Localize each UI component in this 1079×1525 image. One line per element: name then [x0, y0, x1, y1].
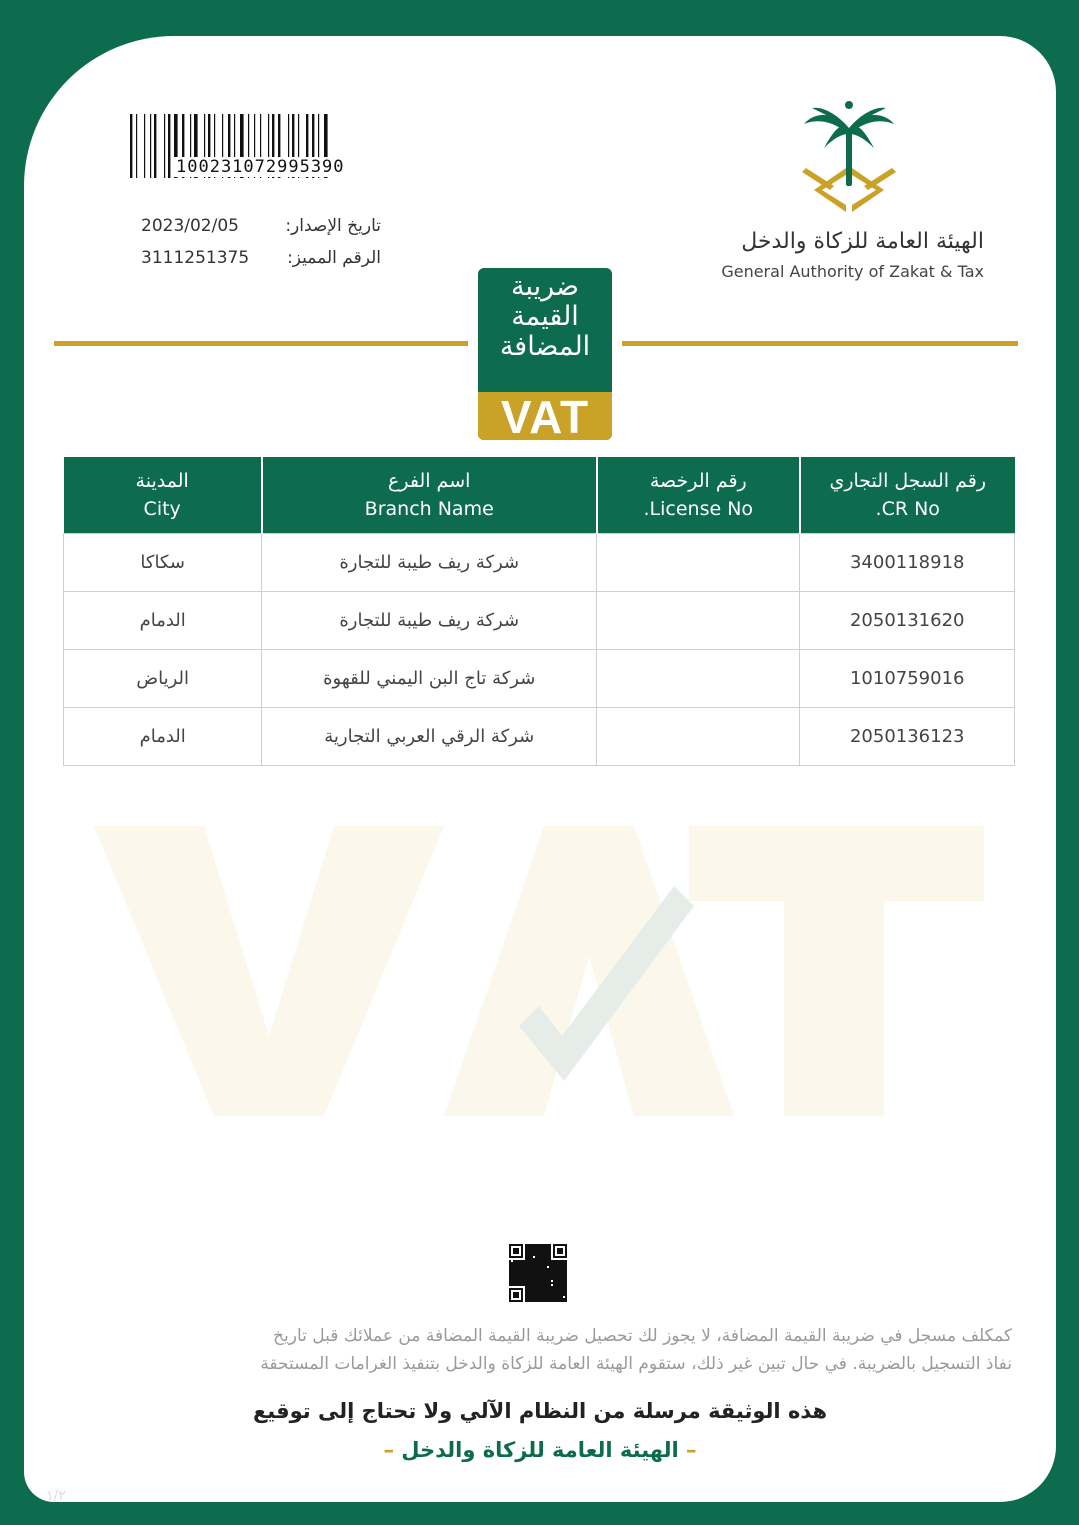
header-license: رقم الرخصة License No. — [597, 457, 800, 534]
cell-branch: شركة تاج البن اليمني للقهوة — [262, 650, 597, 708]
signature-dash-right: – — [383, 1438, 402, 1462]
cell-branch: شركة ريف طيبة للتجارة — [262, 592, 597, 650]
unique-number-label: الرقم المميز: — [287, 248, 381, 268]
cell-branch: شركة ريف طيبة للتجارة — [262, 534, 597, 592]
vat-watermark — [94, 826, 984, 1116]
cell-license — [597, 592, 800, 650]
authority-palm-logo — [794, 100, 904, 220]
certificate-sheet — [24, 36, 1056, 1502]
header-city: المدينة City — [64, 457, 262, 534]
registration-notice — [52, 1322, 1012, 1378]
authority-signature — [24, 1438, 1056, 1462]
issue-date-row — [141, 216, 381, 236]
vat-badge-text: VAT — [500, 391, 590, 443]
issue-date-value: 2023/02/05 — [141, 216, 239, 236]
cell-license — [597, 708, 800, 766]
unique-number-row — [141, 248, 381, 268]
cell-city: الدمام — [64, 592, 262, 650]
vat-badge — [478, 268, 612, 443]
barcode-number: 100231072995390 — [176, 157, 345, 177]
vat-badge-line3: المضافة — [499, 331, 591, 362]
vat-badge-line2: القيمة — [511, 301, 579, 332]
issue-date-label: تاريخ الإصدار: — [285, 216, 381, 236]
cell-license — [597, 534, 800, 592]
page-number: ١/٢ — [46, 1488, 66, 1502]
cell-license — [597, 650, 800, 708]
cell-cr: 2050131620 — [800, 592, 1015, 650]
vat-badge-band — [478, 391, 612, 443]
signature-text: الهيئة العامة للزكاة والدخل — [401, 1438, 679, 1462]
authority-name-en: General Authority of Zakat & Tax — [721, 262, 984, 281]
cell-cr: 1010759016 — [800, 650, 1015, 708]
table-row — [64, 708, 1015, 766]
table-row — [64, 650, 1015, 708]
header-cr: رقم السجل التجاري CR No. — [800, 457, 1015, 534]
table-row — [64, 534, 1015, 592]
cell-city: الرياض — [64, 650, 262, 708]
vat-badge-arabic — [478, 272, 612, 362]
branches-table — [63, 457, 1015, 766]
table-header-row — [64, 457, 1015, 534]
table-row — [64, 592, 1015, 650]
gold-divider-right — [622, 341, 1018, 346]
cell-cr: 2050136123 — [800, 708, 1015, 766]
cell-city: سكاكا — [64, 534, 262, 592]
notice-line-1: كمكلف مسجل في ضريبة القيمة المضافة، لا يجوز لك تحصيل ضريبة القيمة المضافة من عملائك قبل تاريخ — [273, 1326, 1012, 1346]
qr-code — [509, 1244, 567, 1302]
header-branch: اسم الفرع Branch Name — [262, 457, 597, 534]
authority-name-ar: الهيئة العامة للزكاة والدخل — [741, 229, 984, 254]
auto-generated-note: هذه الوثيقة مرسلة من النظام الآلي ولا تحتاج إلى توقيع — [252, 1399, 828, 1423]
cell-cr: 3400118918 — [800, 534, 1015, 592]
unique-number-value: 3111251375 — [141, 248, 250, 268]
cell-city: الدمام — [64, 708, 262, 766]
gold-divider-left — [54, 341, 468, 346]
vat-badge-line1: ضريبة — [511, 271, 579, 302]
signature-dash-left: – — [678, 1438, 697, 1462]
notice-line-2: نفاذ التسجيل بالضريبة. في حال تبين غير ذلك، ستقوم الهيئة العامة للزكاة والدخل بتنفيذ الغرامات المستحقة — [260, 1354, 1012, 1374]
cell-branch: شركة الرقي العربي التجارية — [262, 708, 597, 766]
